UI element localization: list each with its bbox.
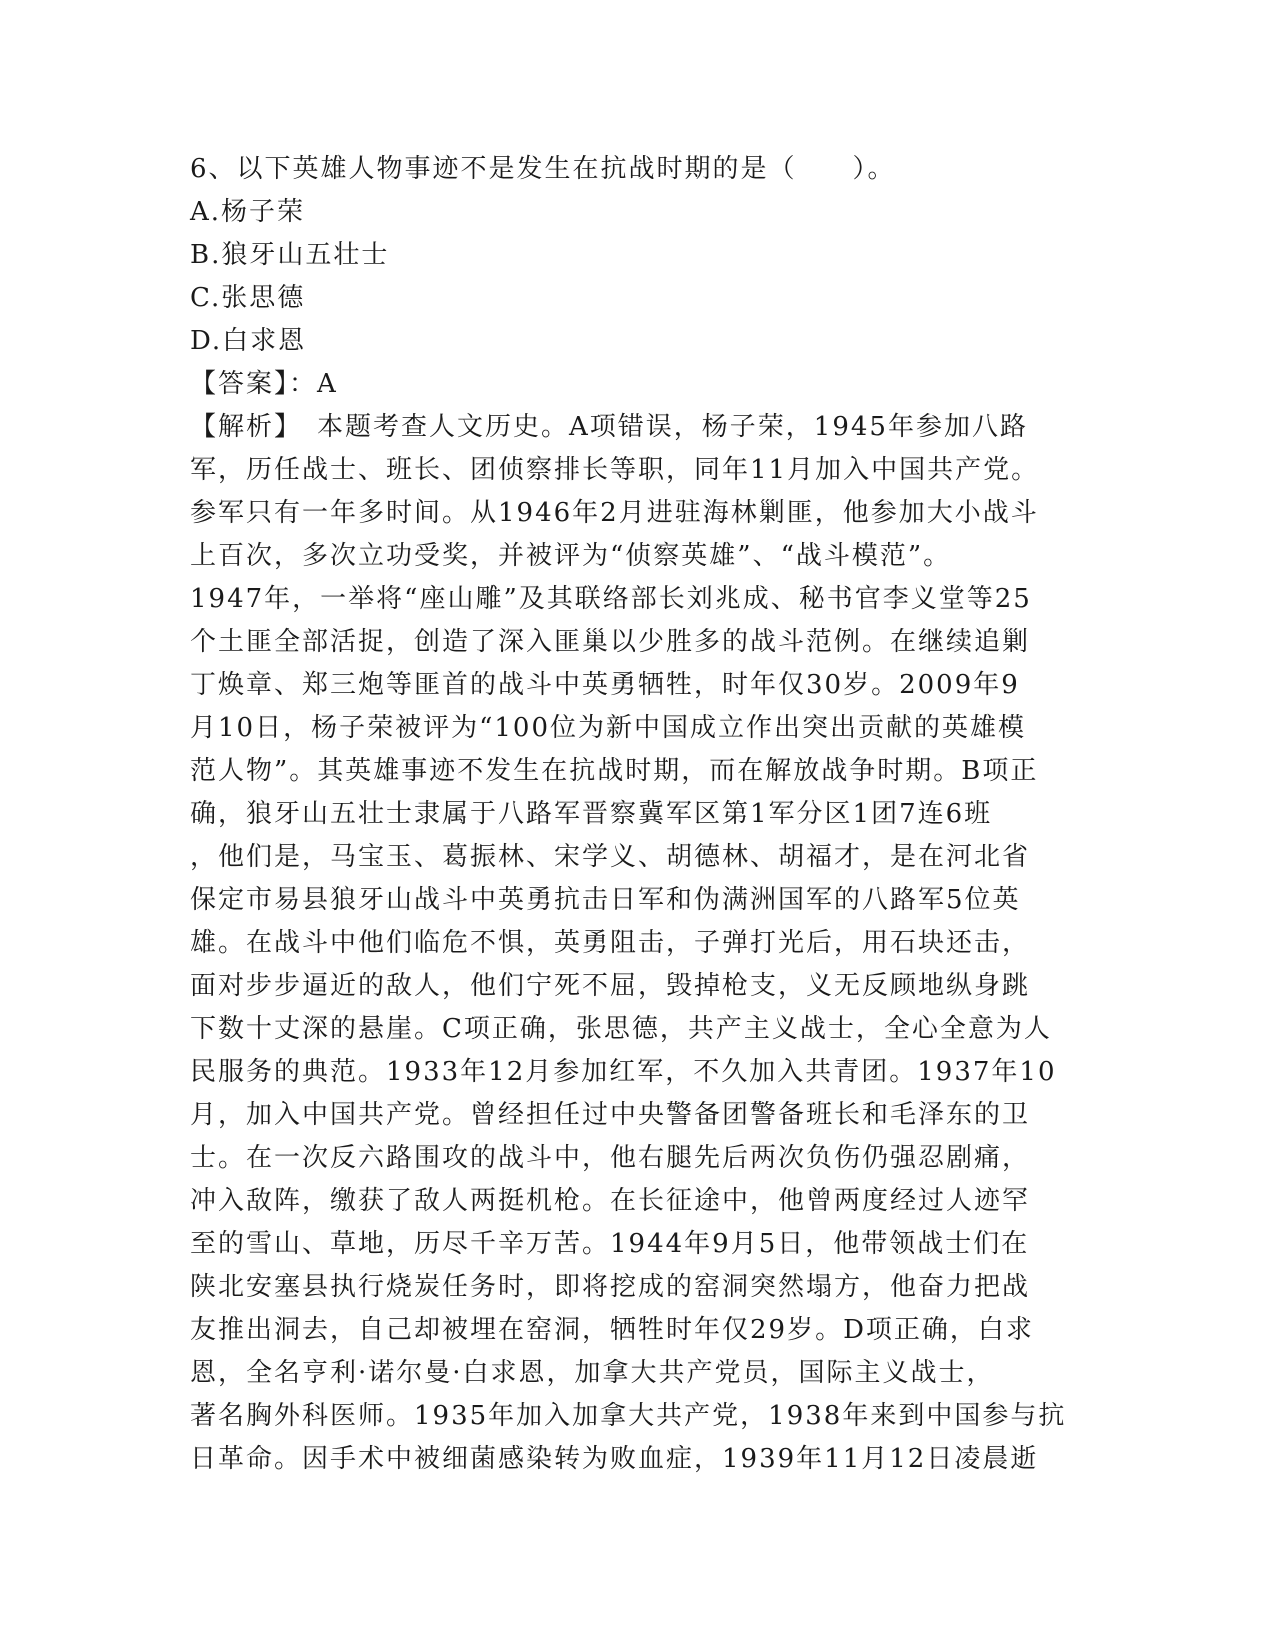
question-block	[190, 148, 1090, 1481]
answer-label: 【答案】	[190, 369, 290, 399]
analysis-line: 民服务的典范。1933年12月参加红军，不久加入共青团。1937年10	[190, 1057, 1057, 1087]
analysis-line: 保定市易县狼牙山战斗中英勇抗击日军和伪满洲国军的八路军5位英	[190, 885, 1021, 915]
answer-value: A	[317, 369, 338, 399]
analysis-text: 本题考查人文历史。A项错误，杨子荣，1945年参加八路	[289, 412, 1028, 442]
analysis-line: 恩，全名亨利·诺尔曼·白求恩，加拿大共产党员，国际主义战士，	[190, 1358, 995, 1388]
analysis-line: 日革命。因手术中被细菌感染转为败血症，1939年11月12日凌晨逝	[190, 1444, 1039, 1474]
analysis-line: 个土匪全部活捉，创造了深入匪巢以少胜多的战斗范例。在继续追剿	[190, 627, 1031, 657]
analysis-line: 友推出洞去，自己却被埋在窑洞，牺牲时年仅29岁。D项正确，白求	[190, 1315, 1034, 1345]
analysis-line: 1947年，一举将“座山雕”及其联络部长刘兆成、秘书官李义堂等25	[190, 584, 1032, 614]
analysis-line: 下数十丈深的悬崖。C项正确，张思德，共产主义战士，全心全意为人	[190, 1014, 1052, 1044]
option-a: A.杨子荣	[190, 197, 306, 227]
answer-separator: ：	[289, 369, 318, 399]
analysis-line: 著名胸外科医师。1935年加入加拿大共产党，1938年来到中国参与抗	[190, 1401, 1067, 1431]
analysis-line: 丁焕章、郑三炮等匪首的战斗中英勇牺牲，时年仅30岁。2009年9	[190, 670, 1020, 700]
analysis-line: ，他们是，马宝玉、葛振林、宋学义、胡德林、胡福才，是在河北省	[190, 842, 1031, 872]
option-d: D.白求恩	[190, 326, 307, 356]
analysis-line: 雄。在战斗中他们临危不惧，英勇阻击，子弹打光后，用石块还击，	[190, 928, 1031, 958]
answer-line	[190, 363, 1090, 406]
analysis-line: 军，历任战士、班长、团侦察排长等职，同年11月加入中国共产党。	[190, 455, 1040, 485]
analysis-line: 上百次，多次立功受奖，并被评为“侦察英雄”、“战斗模范”。	[190, 541, 952, 571]
analysis-label: 【解析】	[190, 412, 290, 442]
analysis-line: 冲入敌阵，缴获了敌人两挺机枪。在长征途中，他曾两度经过人迹罕	[190, 1186, 1031, 1216]
option-b: B.狼牙山五壮士	[190, 240, 390, 270]
analysis-line: 参军只有一年多时间。从1946年2月进驻海林剿匪，他参加大小战斗	[190, 498, 1039, 528]
analysis-line: 范人物”。其英雄事迹不发生在抗战时期，而在解放战争时期。B项正	[190, 756, 1039, 786]
analysis-line: 月，加入中国共产党。曾经担任过中央警备团警备班长和毛泽东的卫	[190, 1100, 1031, 1130]
analysis-line: 陕北安塞县执行烧炭任务时，即将挖成的窑洞突然塌方，他奋力把战	[190, 1272, 1031, 1302]
option-c: C.张思德	[190, 283, 306, 313]
question-stem: 6、以下英雄人物事迹不是发生在抗战时期的是（ ）。	[190, 154, 896, 184]
analysis-line	[190, 406, 1090, 449]
analysis-line: 士。在一次反六路围攻的战斗中，他右腿先后两次负伤仍强忍剧痛，	[190, 1143, 1031, 1173]
analysis-line: 确，狼牙山五壮士隶属于八路军晋察冀军区第1军分区1团7连6班	[190, 799, 993, 829]
analysis-line: 面对步步逼近的敌人，他们宁死不屈，毁掉枪支，义无反顾地纵身跳	[190, 971, 1031, 1001]
analysis-line: 至的雪山、草地，历尽千辛万苦。1944年9月5日，他带领战士们在	[190, 1229, 1030, 1259]
analysis-line: 月10日，杨子荣被评为“100位为新中国成立作出突出贡献的英雄模	[190, 713, 1027, 743]
